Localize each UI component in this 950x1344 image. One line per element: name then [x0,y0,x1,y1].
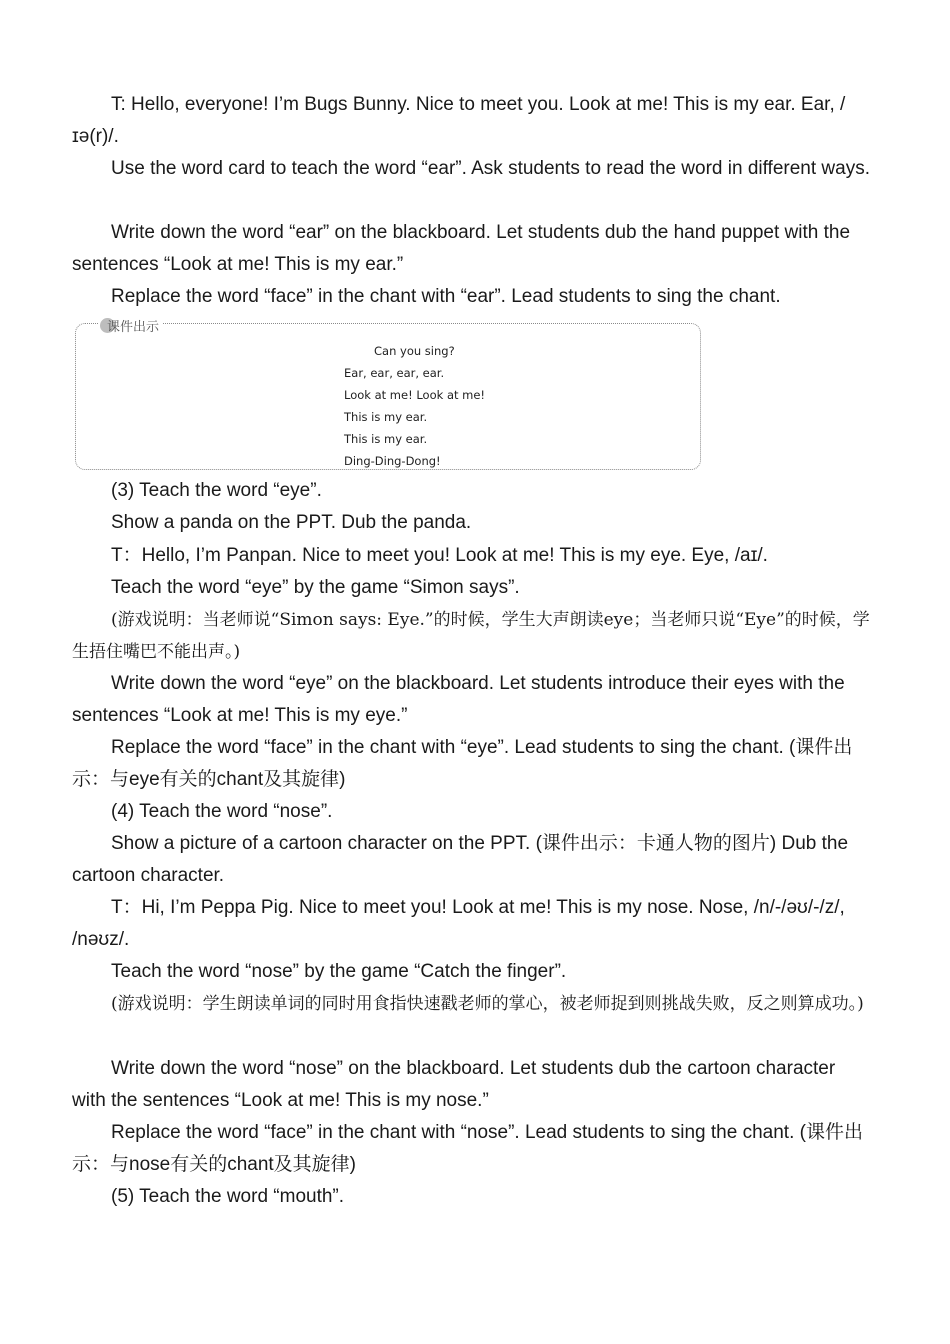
paragraph-write-eye: Write down the word “eye” on the blackboard. Let students introduce their eyes with the sentences “Look at me! This is my eye.” [72,673,845,726]
paragraph-catch-finger: Teach the word “nose” by the game “Catch the finger”. [111,961,567,982]
paragraph-game-note-finger: (游戏说明：学生朗读单词的同时用食指快速戳老师的掌心，被老师捉到则挑战失败，反之则算成功。) [111,994,864,1014]
paragraph-peppa-intro: T：Hi, I’m Peppa Pig. Nice to meet you! Look at me! This is my nose. Nose, /n/-/əʊ/-/z/, /nəʊz/. [72,897,845,950]
chant-line: Ear, ear, ear, ear. [344,366,445,380]
paragraph-write-nose: Write down the word “nose” on the blackboard. Let students dub the cartoon character with the sentences “Look at me! This is my nose.” [72,1058,836,1111]
heading-teach-mouth: (5) Teach the word “mouth”. [111,1186,345,1207]
paragraph-replace-nose: Replace the word “face” in the chant with “nose”. Lead students to sing the chant. (课件出示：与nose有关的chant及其旋律) [72,1122,863,1175]
paragraph-show-cartoon: Show a picture of a cartoon character on the PPT. (课件出示：卡通人物的图片) Dub the cartoon character. [72,833,849,886]
paragraph-show-panda: Show a panda on the PPT. Dub the panda. [111,512,472,533]
courseware-label [98,316,163,335]
paragraph-game-note-simon: (游戏说明：当老师说“Simon says: Eye.”的时候，学生大声朗读eye；当老师只说“Eye”的时候，学生捂住嘴巴不能出声。) [72,610,870,662]
paragraph-write-ear: Write down the word “ear” on the blackboard. Let students dub the hand puppet with the sentences “Look at me! This is my ear.” [72,222,851,275]
heading-teach-nose: (4) Teach the word “nose”. [111,801,333,822]
paragraph-replace-eye: Replace the word “face” in the chant with “eye”. Lead students to sing the chant. (课件出示：与eye有关的chant及其旋律) [72,737,853,790]
paragraph-simon-says: Teach the word “eye” by the game “Simon says”. [111,577,520,598]
heading-teach-eye: (3) Teach the word “eye”. [111,480,322,501]
paragraph-replace-ear: Replace the word “face” in the chant with “ear”. Lead students to sing the chant. [111,286,781,307]
chant-line: Look at me! Look at me! [344,388,486,402]
chant-line: Can you sing? [374,344,455,358]
paragraph-panpan-intro: T：Hello, I’m Panpan. Nice to meet you! Look at me! This is my eye. Eye, /aɪ/. [111,545,768,566]
paragraph-bugs-bunny-intro: T: Hello, everyone! I’m Bugs Bunny. Nice to meet you. Look at me! This is my ear. Ear, /ɪə(r)/. [72,94,846,147]
chant-line: This is my ear. [344,410,428,424]
chant-line: Ding-Ding-Dong! [344,454,441,468]
courseware-label-text: 课件出示 [107,320,160,335]
chant-lyrics [344,340,485,472]
chant-line: This is my ear. [344,432,428,446]
paragraph-word-card: Use the word card to teach the word “ear”. Ask students to read the word in different ways. [111,158,870,179]
courseware-box [75,320,701,470]
